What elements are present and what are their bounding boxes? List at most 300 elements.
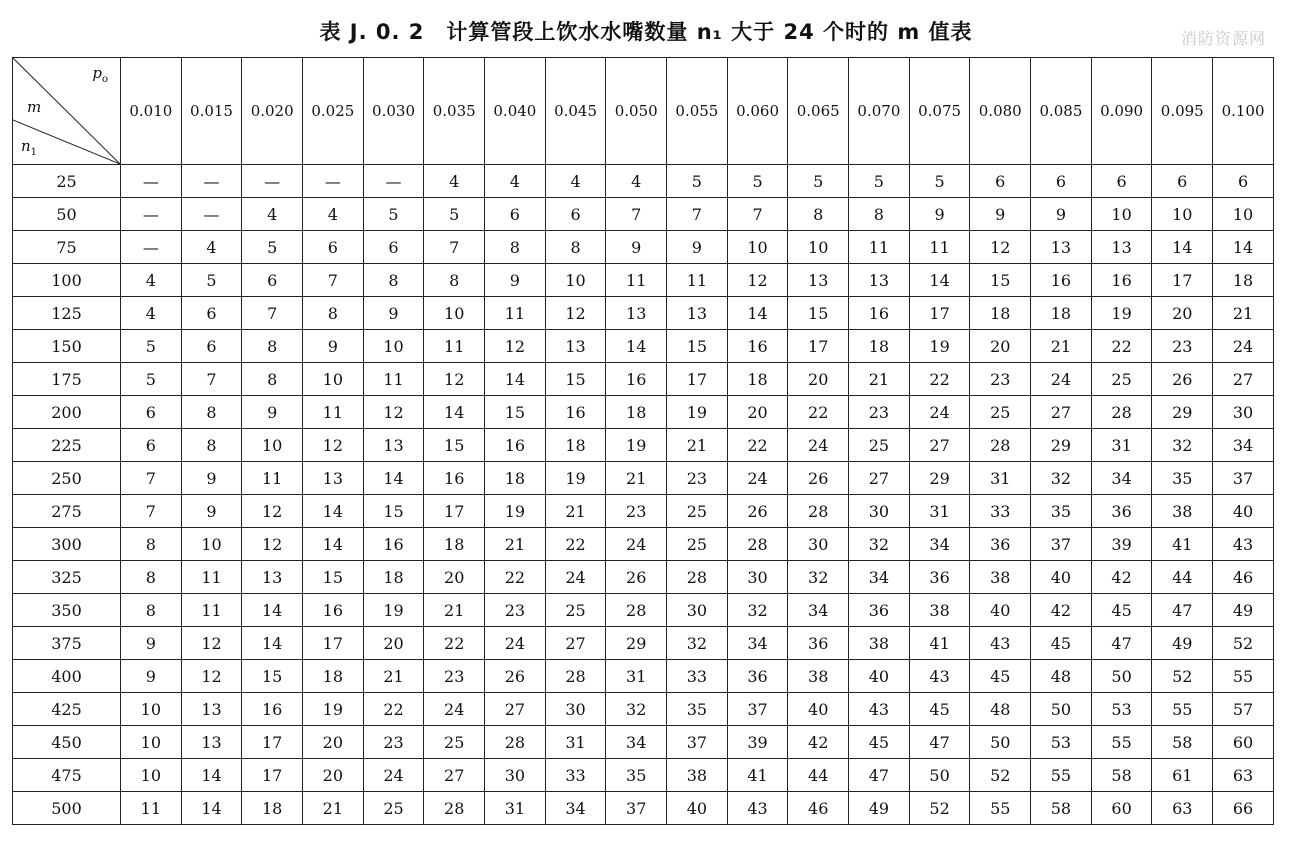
table-cell: 25 — [424, 726, 485, 759]
table-cell: 9 — [909, 198, 970, 231]
table-cell: 18 — [1213, 264, 1274, 297]
table-cell: 29 — [1152, 396, 1213, 429]
table-cell: 27 — [545, 627, 606, 660]
table-cell: 24 — [606, 528, 667, 561]
table-cell: 12 — [545, 297, 606, 330]
table-cell: 22 — [363, 693, 424, 726]
table-cell: 7 — [727, 198, 788, 231]
table-cell: 18 — [545, 429, 606, 462]
table-cell: 7 — [303, 264, 364, 297]
table-cell: 7 — [667, 198, 728, 231]
table-cell: 11 — [667, 264, 728, 297]
table-cell: 49 — [849, 792, 910, 825]
table-cell: 19 — [909, 330, 970, 363]
table-row — [13, 759, 1274, 792]
table-cell: 10 — [545, 264, 606, 297]
table-cell: 37 — [606, 792, 667, 825]
table-cell: 18 — [363, 561, 424, 594]
row-header-cell: 500 — [13, 792, 121, 825]
table-cell: 66 — [1213, 792, 1274, 825]
table-cell: 22 — [909, 363, 970, 396]
row-header-cell: 300 — [13, 528, 121, 561]
table-row — [13, 495, 1274, 528]
column-header-cell: 0.065 — [788, 58, 849, 165]
table-cell: 27 — [424, 759, 485, 792]
table-cell: 63 — [1213, 759, 1274, 792]
table-cell: 23 — [424, 660, 485, 693]
table-cell: 52 — [909, 792, 970, 825]
table-cell: 12 — [363, 396, 424, 429]
watermark: 消防资源网 — [1180, 29, 1266, 48]
table-cell: 48 — [970, 693, 1031, 726]
table-cell: 49 — [1152, 627, 1213, 660]
table-cell: 13 — [303, 462, 364, 495]
row-header-cell: 25 — [13, 165, 121, 198]
table-cell: 16 — [1091, 264, 1152, 297]
table-cell: 5 — [424, 198, 485, 231]
table-cell: 20 — [788, 363, 849, 396]
table-cell: 14 — [242, 594, 303, 627]
table-cell: 18 — [485, 462, 546, 495]
column-header-cell: 0.075 — [909, 58, 970, 165]
table-cell: 29 — [909, 462, 970, 495]
table-cell: 22 — [727, 429, 788, 462]
table-cell: 35 — [1152, 462, 1213, 495]
table-cell: 27 — [1031, 396, 1092, 429]
table-cell: 20 — [424, 561, 485, 594]
table-cell: 26 — [788, 462, 849, 495]
table-cell: 52 — [1213, 627, 1274, 660]
table-cell: 5 — [121, 330, 182, 363]
table-cell: 38 — [970, 561, 1031, 594]
table-cell: 24 — [1213, 330, 1274, 363]
table-cell: 10 — [121, 726, 182, 759]
table-cell: 43 — [1213, 528, 1274, 561]
header-row — [13, 58, 1274, 165]
table-cell: 27 — [909, 429, 970, 462]
table-cell: 47 — [1152, 594, 1213, 627]
table-cell: 32 — [1031, 462, 1092, 495]
table-cell: 12 — [181, 660, 242, 693]
table-cell: 14 — [363, 462, 424, 495]
table-cell: 13 — [788, 264, 849, 297]
table-cell: 10 — [242, 429, 303, 462]
table-cell: 23 — [970, 363, 1031, 396]
table-cell: 9 — [181, 495, 242, 528]
table-row — [13, 363, 1274, 396]
table-cell: 12 — [424, 363, 485, 396]
table-cell: 31 — [909, 495, 970, 528]
table-cell: 6 — [121, 396, 182, 429]
table-cell: 14 — [909, 264, 970, 297]
table-cell: 52 — [1152, 660, 1213, 693]
table-cell: 17 — [909, 297, 970, 330]
table-cell: 32 — [606, 693, 667, 726]
table-cell: 45 — [909, 693, 970, 726]
table-cell: 20 — [1152, 297, 1213, 330]
table-cell: 25 — [1091, 363, 1152, 396]
table-cell: 10 — [181, 528, 242, 561]
table-cell: 35 — [1031, 495, 1092, 528]
table-row — [13, 627, 1274, 660]
table-cell: 35 — [606, 759, 667, 792]
table-cell: 36 — [970, 528, 1031, 561]
table-cell: 25 — [667, 495, 728, 528]
table-cell: 24 — [727, 462, 788, 495]
table-cell: 24 — [363, 759, 424, 792]
table-cell: 38 — [667, 759, 728, 792]
table-cell: 8 — [121, 594, 182, 627]
column-header-cell: 0.025 — [303, 58, 364, 165]
table-cell: 36 — [909, 561, 970, 594]
table-cell: 42 — [788, 726, 849, 759]
table-cell: 24 — [485, 627, 546, 660]
table-cell: 36 — [849, 594, 910, 627]
table-cell: 50 — [970, 726, 1031, 759]
table-cell: 17 — [788, 330, 849, 363]
table-cell: 23 — [667, 462, 728, 495]
m-value-table — [12, 57, 1274, 825]
table-cell: 45 — [849, 726, 910, 759]
table-cell: 53 — [1091, 693, 1152, 726]
table-cell: 55 — [1091, 726, 1152, 759]
table-cell: 15 — [424, 429, 485, 462]
table-cell: 21 — [1031, 330, 1092, 363]
table-cell: 11 — [909, 231, 970, 264]
table-row — [13, 165, 1274, 198]
table-cell: 10 — [363, 330, 424, 363]
table-cell: 25 — [363, 792, 424, 825]
table-cell: 6 — [181, 330, 242, 363]
table-cell: 34 — [727, 627, 788, 660]
table-cell: 49 — [1213, 594, 1274, 627]
table-cell: 28 — [424, 792, 485, 825]
table-cell: 26 — [1152, 363, 1213, 396]
table-cell: 4 — [303, 198, 364, 231]
table-cell: 9 — [303, 330, 364, 363]
table-cell: 23 — [606, 495, 667, 528]
table-cell: 6 — [485, 198, 546, 231]
table-cell: 17 — [242, 759, 303, 792]
table-row — [13, 198, 1274, 231]
table-cell: 13 — [606, 297, 667, 330]
table-cell: 5 — [727, 165, 788, 198]
table-row — [13, 462, 1274, 495]
table-cell: 17 — [303, 627, 364, 660]
table-cell: 60 — [1213, 726, 1274, 759]
table-cell: 8 — [242, 363, 303, 396]
table-cell: 16 — [849, 297, 910, 330]
table-cell: 12 — [970, 231, 1031, 264]
table-cell: 5 — [363, 198, 424, 231]
table-cell: 61 — [1152, 759, 1213, 792]
row-header-cell: 375 — [13, 627, 121, 660]
table-cell: 11 — [303, 396, 364, 429]
table-cell: 21 — [849, 363, 910, 396]
table-cell: 24 — [1031, 363, 1092, 396]
table-cell: 44 — [788, 759, 849, 792]
table-cell: 23 — [849, 396, 910, 429]
table-cell: 15 — [970, 264, 1031, 297]
table-cell: 60 — [1091, 792, 1152, 825]
table-cell: 28 — [970, 429, 1031, 462]
table-cell: 13 — [1091, 231, 1152, 264]
table-cell: 30 — [667, 594, 728, 627]
table-cell: 34 — [909, 528, 970, 561]
table-cell: 32 — [1152, 429, 1213, 462]
table-cell: 16 — [242, 693, 303, 726]
table-cell: 4 — [181, 231, 242, 264]
corner-label-po: $p_o$ — [92, 64, 108, 85]
table-cell: 16 — [485, 429, 546, 462]
table-cell: 30 — [1213, 396, 1274, 429]
table-cell: 6 — [1213, 165, 1274, 198]
table-row — [13, 330, 1274, 363]
table-row — [13, 231, 1274, 264]
table-cell: — — [121, 231, 182, 264]
table-cell: 8 — [303, 297, 364, 330]
table-cell: 28 — [1091, 396, 1152, 429]
table-cell: 34 — [788, 594, 849, 627]
table-cell: 40 — [667, 792, 728, 825]
table-cell: 30 — [485, 759, 546, 792]
table-cell: 8 — [788, 198, 849, 231]
row-header-cell: 425 — [13, 693, 121, 726]
table-cell: 27 — [1213, 363, 1274, 396]
table-cell: 8 — [424, 264, 485, 297]
table-cell: 18 — [424, 528, 485, 561]
table-row — [13, 660, 1274, 693]
column-header-cell: 0.020 — [242, 58, 303, 165]
table-cell: 45 — [1091, 594, 1152, 627]
table-cell: 18 — [242, 792, 303, 825]
table-cell: 4 — [242, 198, 303, 231]
table-cell: 28 — [788, 495, 849, 528]
table-cell: 28 — [667, 561, 728, 594]
table-cell: 13 — [181, 693, 242, 726]
table-cell: 40 — [1031, 561, 1092, 594]
table-cell: 13 — [181, 726, 242, 759]
table-cell: 39 — [727, 726, 788, 759]
table-cell: 16 — [606, 363, 667, 396]
table-cell: 9 — [667, 231, 728, 264]
table-cell: 22 — [545, 528, 606, 561]
table-cell: 30 — [545, 693, 606, 726]
table-cell: 30 — [849, 495, 910, 528]
column-header-cell: 0.060 — [727, 58, 788, 165]
table-cell: 36 — [788, 627, 849, 660]
table-cell: 14 — [303, 528, 364, 561]
table-cell: 12 — [727, 264, 788, 297]
table-cell: 20 — [303, 726, 364, 759]
table-cell: 11 — [181, 594, 242, 627]
table-cell: 13 — [849, 264, 910, 297]
table-cell: 34 — [1091, 462, 1152, 495]
table-cell: 21 — [1213, 297, 1274, 330]
column-header-cell: 0.080 — [970, 58, 1031, 165]
table-cell: 14 — [181, 792, 242, 825]
table-cell: 17 — [667, 363, 728, 396]
table-cell: 9 — [1031, 198, 1092, 231]
table-cell: 46 — [1213, 561, 1274, 594]
table-cell: 10 — [121, 759, 182, 792]
table-cell: 10 — [121, 693, 182, 726]
table-cell: 13 — [242, 561, 303, 594]
table-cell: 7 — [181, 363, 242, 396]
table-cell: 17 — [424, 495, 485, 528]
table-cell: 4 — [121, 264, 182, 297]
row-header-cell: 475 — [13, 759, 121, 792]
table-cell: 16 — [545, 396, 606, 429]
table-cell: 63 — [1152, 792, 1213, 825]
table-row — [13, 594, 1274, 627]
table-cell: 6 — [1091, 165, 1152, 198]
table-cell: 55 — [970, 792, 1031, 825]
table-cell: 38 — [909, 594, 970, 627]
column-header-cell: 0.055 — [667, 58, 728, 165]
table-cell: 5 — [909, 165, 970, 198]
table-cell: 20 — [970, 330, 1031, 363]
table-cell: 19 — [485, 495, 546, 528]
table-cell: 30 — [727, 561, 788, 594]
table-cell: 25 — [545, 594, 606, 627]
table-cell: 55 — [1031, 759, 1092, 792]
table-cell: 35 — [667, 693, 728, 726]
table-cell: 9 — [242, 396, 303, 429]
table-cell: 10 — [1213, 198, 1274, 231]
table-cell: 32 — [667, 627, 728, 660]
table-cell: 24 — [909, 396, 970, 429]
table-cell: 47 — [849, 759, 910, 792]
table-cell: 44 — [1152, 561, 1213, 594]
table-cell: 13 — [667, 297, 728, 330]
table-cell: 5 — [121, 363, 182, 396]
table-cell: — — [242, 165, 303, 198]
table-cell: 23 — [1152, 330, 1213, 363]
table-cell: 11 — [424, 330, 485, 363]
table-cell: 11 — [121, 792, 182, 825]
table-cell: — — [121, 198, 182, 231]
table-cell: 31 — [1091, 429, 1152, 462]
table-cell: 40 — [849, 660, 910, 693]
table-cell: 17 — [242, 726, 303, 759]
table-cell: 34 — [545, 792, 606, 825]
column-header-cell: 0.040 — [485, 58, 546, 165]
table-cell: 11 — [363, 363, 424, 396]
table-cell: 8 — [485, 231, 546, 264]
table-cell: 31 — [545, 726, 606, 759]
table-cell: 48 — [1031, 660, 1092, 693]
table-cell: 24 — [545, 561, 606, 594]
row-header-cell: 400 — [13, 660, 121, 693]
table-cell: 13 — [545, 330, 606, 363]
table-cell: 12 — [181, 627, 242, 660]
table-cell: 9 — [606, 231, 667, 264]
table-cell: 37 — [1213, 462, 1274, 495]
table-cell: 9 — [363, 297, 424, 330]
table-cell: 33 — [667, 660, 728, 693]
table-cell: 21 — [545, 495, 606, 528]
column-header-cell: 0.015 — [181, 58, 242, 165]
table-cell: 6 — [1152, 165, 1213, 198]
column-header-cell: 0.090 — [1091, 58, 1152, 165]
column-header-cell: 0.085 — [1031, 58, 1092, 165]
table-cell: 12 — [303, 429, 364, 462]
table-cell: 26 — [606, 561, 667, 594]
table-cell: 4 — [485, 165, 546, 198]
table-cell: 31 — [970, 462, 1031, 495]
table-cell: 9 — [970, 198, 1031, 231]
table-cell: 10 — [424, 297, 485, 330]
table-cell: 6 — [242, 264, 303, 297]
table-cell: 30 — [788, 528, 849, 561]
table-cell: 58 — [1031, 792, 1092, 825]
table-cell: 14 — [424, 396, 485, 429]
row-header-cell: 225 — [13, 429, 121, 462]
table-cell: 22 — [424, 627, 485, 660]
table-cell: 28 — [485, 726, 546, 759]
table-cell: 16 — [303, 594, 364, 627]
table-cell: 15 — [303, 561, 364, 594]
table-cell: 50 — [1091, 660, 1152, 693]
table-cell: — — [303, 165, 364, 198]
row-header-cell: 75 — [13, 231, 121, 264]
table-cell: 55 — [1213, 660, 1274, 693]
table-cell: 19 — [303, 693, 364, 726]
table-row — [13, 528, 1274, 561]
table-cell: 28 — [545, 660, 606, 693]
table-cell: 22 — [1091, 330, 1152, 363]
table-cell: 50 — [1031, 693, 1092, 726]
table-cell: 15 — [363, 495, 424, 528]
table-cell: 23 — [485, 594, 546, 627]
table-cell: 57 — [1213, 693, 1274, 726]
table-cell: 28 — [606, 594, 667, 627]
table-cell: 26 — [485, 660, 546, 693]
table-cell: 21 — [424, 594, 485, 627]
table-row — [13, 561, 1274, 594]
table-cell: 47 — [1091, 627, 1152, 660]
table-cell: 14 — [727, 297, 788, 330]
table-cell: 45 — [970, 660, 1031, 693]
row-header-cell: 350 — [13, 594, 121, 627]
table-cell: 25 — [667, 528, 728, 561]
table-cell: 42 — [1091, 561, 1152, 594]
row-header-cell: 450 — [13, 726, 121, 759]
table-cell: 58 — [1091, 759, 1152, 792]
corner-label-m: m — [27, 98, 42, 116]
column-header-cell: 0.100 — [1213, 58, 1274, 165]
table-cell: 52 — [970, 759, 1031, 792]
table-cell: 14 — [1152, 231, 1213, 264]
table-cell: 40 — [970, 594, 1031, 627]
table-cell: 18 — [727, 363, 788, 396]
table-cell: 31 — [485, 792, 546, 825]
table-cell: 4 — [606, 165, 667, 198]
table-cell: 15 — [545, 363, 606, 396]
table-cell: 5 — [849, 165, 910, 198]
table-cell: 15 — [788, 297, 849, 330]
table-cell: 20 — [303, 759, 364, 792]
table-cell: 8 — [181, 429, 242, 462]
table-cell: 7 — [424, 231, 485, 264]
table-cell: 32 — [788, 561, 849, 594]
table-cell: 9 — [121, 627, 182, 660]
table-cell: 22 — [788, 396, 849, 429]
table-cell: 5 — [667, 165, 728, 198]
table-cell: 37 — [667, 726, 728, 759]
table-cell: 41 — [727, 759, 788, 792]
